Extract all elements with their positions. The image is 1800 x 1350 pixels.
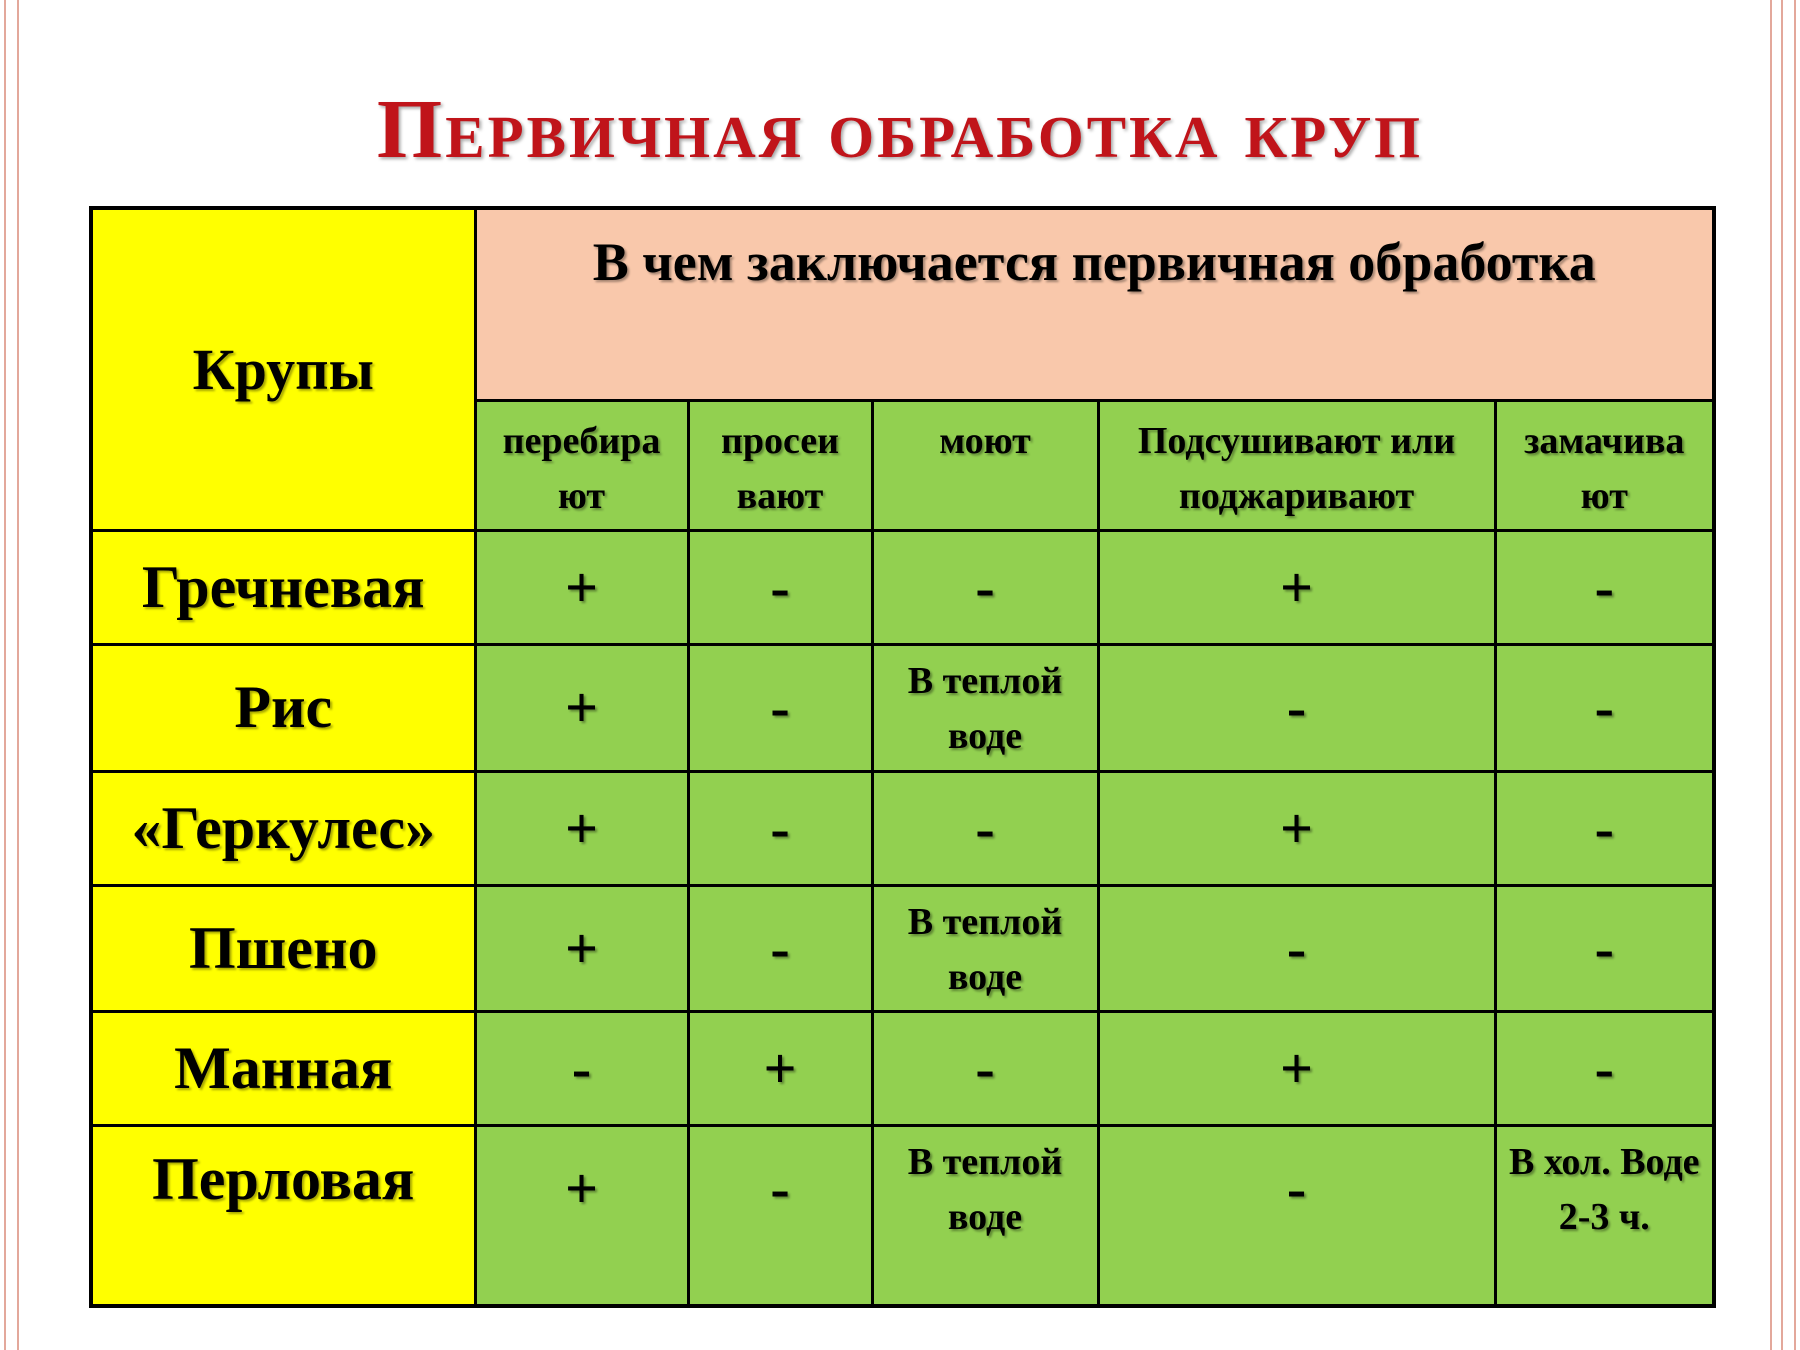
table-row <box>91 1126 1714 1306</box>
table-cell: В хол. Воде 2-3 ч. <box>1495 1126 1714 1306</box>
column-header: перебира ют <box>475 400 688 530</box>
table-cell: + <box>475 645 688 771</box>
corner-label: Крупы <box>91 208 475 531</box>
column-header: Подсушивают или поджаривают <box>1098 400 1495 530</box>
table-cell: - <box>688 1126 872 1306</box>
column-header: просеи вают <box>688 400 872 530</box>
table-cell: + <box>1098 771 1495 885</box>
column-header: замачива ют <box>1495 400 1714 530</box>
table-cell: - <box>1495 531 1714 645</box>
table-cell: - <box>1495 1011 1714 1125</box>
table-cell: - <box>1495 885 1714 1011</box>
table-cell: - <box>1098 645 1495 771</box>
table-cell: - <box>872 771 1098 885</box>
table-cell: + <box>1098 531 1495 645</box>
row-label: Перловая <box>91 1126 475 1306</box>
table-cell: - <box>1098 885 1495 1011</box>
table-cell: + <box>475 771 688 885</box>
row-label: Пшено <box>91 885 475 1011</box>
table-row <box>91 1011 1714 1125</box>
table-cell: - <box>1495 771 1714 885</box>
row-label: «Геркулес» <box>91 771 475 885</box>
table-cell: + <box>688 1011 872 1125</box>
table-cell: - <box>475 1011 688 1125</box>
table-row <box>91 645 1714 771</box>
table-cell: + <box>475 1126 688 1306</box>
table-row <box>91 771 1714 885</box>
table-row <box>91 531 1714 645</box>
column-header: моют <box>872 400 1098 530</box>
table-cell: В теплой воде <box>872 885 1098 1011</box>
table-cell: - <box>688 531 872 645</box>
table-cell: - <box>688 645 872 771</box>
table-cell: - <box>872 531 1098 645</box>
slide-border-left <box>4 0 19 1350</box>
table-cell: - <box>1098 1126 1495 1306</box>
table-cell: В теплой воде <box>872 1126 1098 1306</box>
row-label: Гречневая <box>91 531 475 645</box>
processing-table <box>89 206 1716 1308</box>
table-cell: + <box>1098 1011 1495 1125</box>
table-cell: - <box>1495 645 1714 771</box>
slide-border-right <box>1770 0 1796 1350</box>
table-cell: + <box>475 885 688 1011</box>
row-label: Манная <box>91 1011 475 1125</box>
table-cell: - <box>688 771 872 885</box>
group-header: В чем заключается первичная обработка <box>475 208 1714 400</box>
table-cell: - <box>688 885 872 1011</box>
page-title: Первичная обработка круп <box>376 83 1424 176</box>
table-row <box>91 885 1714 1011</box>
table-cell: В теплой воде <box>872 645 1098 771</box>
row-label: Рис <box>91 645 475 771</box>
table-cell: + <box>475 531 688 645</box>
table-cell: - <box>872 1011 1098 1125</box>
